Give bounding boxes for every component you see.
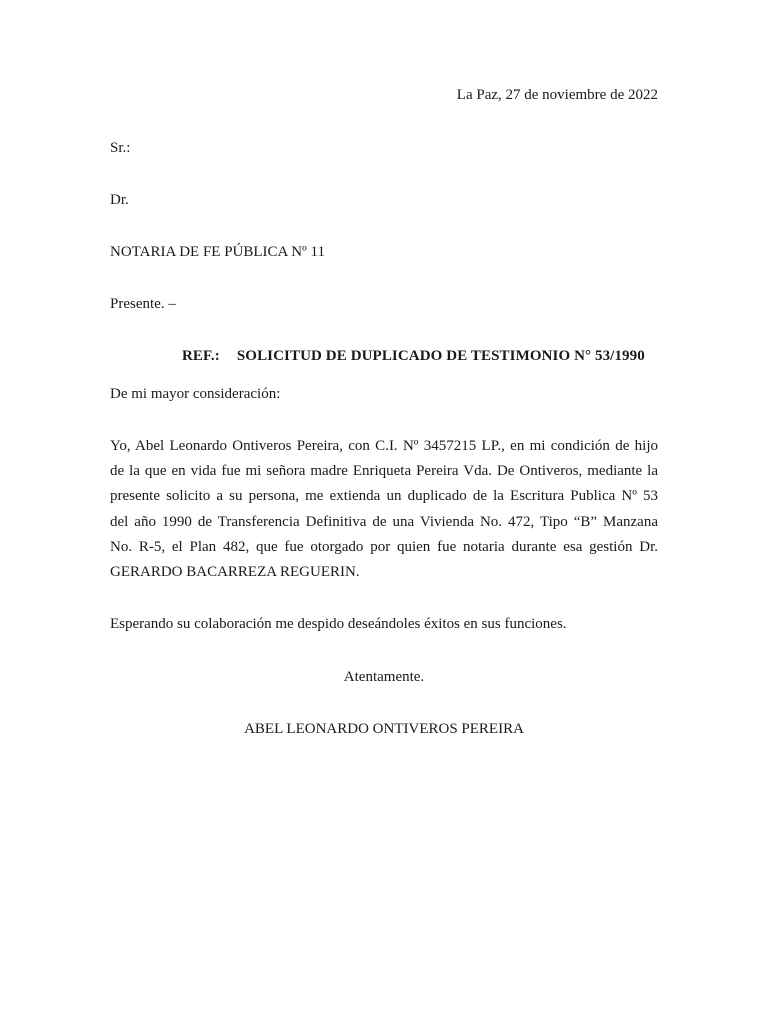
signature-name: ABEL LEONARDO ONTIVEROS PEREIRA bbox=[244, 721, 524, 737]
closing-paragraph: Esperando su colaboración me despido deseándoles éxitos en sus funciones. bbox=[110, 616, 567, 632]
body-line: presente solicito a su persona, me extienda un duplicado de la Escritura Publica Nº 53 bbox=[110, 488, 658, 505]
body-line: Yo, Abel Leonardo Ontiveros Pereira, con C.I. Nº 3457215 LP., en mi condición de hijo bbox=[110, 438, 658, 454]
presente-line: Presente. – bbox=[110, 296, 176, 312]
sign-off: Atentamente. bbox=[343, 669, 425, 685]
greeting: De mi mayor consideración: bbox=[110, 386, 281, 402]
body-line: del año 1990 de Transferencia Definitiva de una Vivienda No. 472, Tipo “B” Manzana bbox=[110, 513, 658, 530]
recipient-office: NOTARIA DE FE PÚBLICA Nº 11 bbox=[110, 244, 325, 260]
letter-date: La Paz, 27 de noviembre de 2022 bbox=[456, 87, 658, 103]
recipient-sr: Sr.: bbox=[110, 140, 131, 156]
reference-line bbox=[182, 346, 645, 366]
recipient-dr: Dr. bbox=[110, 192, 129, 208]
reference-label: REF.: bbox=[182, 348, 220, 364]
reference-subject: SOLICITUD DE DUPLICADO DE TESTIMONIO N° 53/1990 bbox=[236, 348, 645, 364]
body-line: de la que en vida fue mi señora madre Enriqueta Pereira Vda. De Ontiveros, mediante la bbox=[110, 463, 658, 480]
body-line: No. R-5, el Plan 482, que fue otorgado por quien fue notaria durante esa gestión Dr. bbox=[110, 538, 658, 555]
body-paragraph bbox=[110, 436, 658, 587]
body-line: GERARDO BACARREZA REGUERIN. bbox=[110, 563, 360, 580]
